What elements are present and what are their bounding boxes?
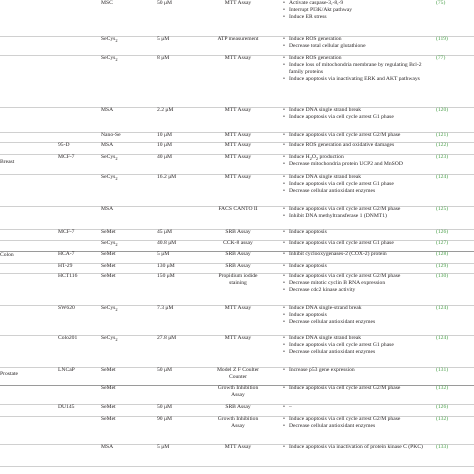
- concentration-cell: 50 μM: [157, 367, 172, 373]
- effect-cell: [283, 154, 433, 168]
- concentration-cell: 5 μM: [157, 251, 170, 257]
- compound-cell: SeCys$_2$: [101, 36, 118, 44]
- cancer-type-cell: Prostate: [0, 371, 19, 377]
- compound-cell: SeMet: [101, 251, 116, 257]
- effect-cell: [283, 367, 433, 374]
- assay-cell: [207, 142, 269, 149]
- assay-cell: [207, 107, 269, 114]
- concentration-cell: 2.2 μM: [157, 107, 174, 113]
- effect-item: • Induce apoptosis via inactivating ERK and AKT pathways: [283, 76, 433, 83]
- table-row: [0, 444, 474, 467]
- table-row: [0, 367, 474, 386]
- reference-link[interactable]: (132): [436, 385, 449, 391]
- effect-cell: [283, 335, 433, 356]
- effect-cell: [283, 206, 433, 220]
- assay-cell: [207, 444, 269, 451]
- table-row: [0, 174, 474, 207]
- concentration-cell: 50 μM: [157, 404, 172, 410]
- assay-line: MTT Assay: [224, 335, 252, 341]
- effect-item: • Induce ROS generation: [283, 55, 433, 62]
- assay-cell: [207, 36, 269, 43]
- effect-cell: [283, 416, 433, 430]
- assay-cell: [207, 206, 269, 213]
- cell-line-cell: MCF-7: [58, 229, 75, 235]
- compound-cell: SeCys$_2$: [101, 335, 118, 343]
- assay-cell: [207, 404, 269, 411]
- effect-item: • Induce apoptosis via cell cycle arrest G1 phase: [283, 114, 433, 121]
- concentration-cell: 8 μM: [157, 55, 170, 61]
- compound-cell: SeMet: [101, 263, 116, 269]
- compound-cell: SeCys$_2$: [101, 240, 118, 248]
- assay-cell: [207, 416, 269, 430]
- effect-item: • Induce apoptosis via inactivation of protein kinase C (PKC): [283, 444, 433, 451]
- assay-line: MTT Assay: [224, 0, 252, 6]
- concentration-cell: 7.3 μM: [157, 305, 174, 311]
- effect-item: • Increase p53 gene expression: [283, 367, 433, 374]
- effect-cell: [283, 251, 433, 258]
- effect-item: • Induce DNA single strand break: [283, 174, 433, 181]
- cancer-type-cell: Breast: [0, 159, 15, 165]
- reference-link[interactable]: (128): [436, 251, 449, 257]
- reference-link[interactable]: (119): [436, 36, 448, 42]
- effect-cell: [283, 240, 433, 247]
- compound-cell: SeMet: [101, 416, 116, 422]
- assay-line: Growth Inhibition: [217, 385, 259, 391]
- assay-line: SRB Assay: [225, 229, 251, 235]
- effect-cell: [283, 142, 433, 149]
- effect-item: • Decrease mitochondria protein UCP2 and MnSOD: [283, 161, 433, 168]
- assay-cell: [207, 174, 269, 181]
- table-row: [0, 206, 474, 230]
- effect-cell: [283, 385, 433, 392]
- reference-link[interactable]: (123): [436, 154, 449, 160]
- effect-item: • Induce apoptosis via cell cycle arrest G1 phase: [283, 240, 433, 247]
- assay-line: MTT Assay: [224, 444, 252, 450]
- assay-cell: [207, 273, 269, 287]
- assay-line: MTT Assay: [224, 174, 252, 180]
- compound-cell: Nano-Se: [101, 132, 121, 138]
- effect-item: • Induce $H_2O_2$ production: [283, 154, 433, 161]
- effect-item: • Induce apoptosis: [283, 263, 433, 270]
- effect-cell: [283, 0, 433, 21]
- concentration-cell: 45 μM: [157, 229, 172, 235]
- compound-cell: SeCys$_2$: [101, 55, 118, 63]
- effect-cell: [283, 36, 433, 50]
- assay-line: ATP measurement: [217, 36, 259, 42]
- effect-item: • Induce ROS generation: [283, 36, 433, 43]
- effect-item: • Induce ROS generation and oxidative damages: [283, 142, 433, 149]
- compound-cell: MSA: [101, 107, 114, 113]
- compound-cell: SeMet: [101, 385, 116, 391]
- assay-line: SRB Assay: [225, 251, 251, 257]
- concentration-cell: 10 μM: [157, 142, 172, 148]
- effect-item: • Induce apoptosis via cell cycle arrest G1 phase: [283, 342, 433, 349]
- assay-cell: [207, 251, 269, 258]
- concentration-cell: 150 μM: [157, 273, 175, 279]
- assay-line: Counter: [228, 374, 248, 380]
- cell-line-cell: MCF-7: [58, 154, 75, 160]
- concentration-cell: 130 μM: [157, 263, 175, 269]
- assay-cell: [207, 229, 269, 236]
- table-row: [0, 0, 474, 37]
- effect-item: • Induce apoptosis via cell cycle arrest G2/M phase: [283, 206, 433, 213]
- compound-cell: SeCys$_2$: [101, 174, 118, 182]
- compound-cell: SeMet: [101, 367, 116, 373]
- assay-cell: [207, 55, 269, 62]
- cell-line-cell: HCA-7: [58, 251, 75, 257]
- effect-cell: [283, 174, 433, 195]
- concentration-cell: 40.8 μM: [157, 240, 177, 246]
- assay-line: SRB Assay: [225, 404, 251, 410]
- assay-line: Model Z F Coulter: [216, 367, 260, 373]
- concentration-cell: 5 μM: [157, 444, 170, 450]
- effect-cell: [283, 107, 433, 121]
- reference-link[interactable]: (124): [436, 335, 449, 341]
- compound-cell: MSC: [101, 0, 113, 6]
- reference-link[interactable]: (122): [436, 142, 449, 148]
- assay-line: MTT Assay: [224, 154, 252, 160]
- assay-cell: [207, 385, 269, 399]
- assay-cell: [207, 132, 269, 139]
- cell-line-cell: DU145: [58, 404, 75, 410]
- table-row: [0, 416, 474, 445]
- effect-item: • Induce apoptosis: [283, 312, 433, 319]
- reference-link[interactable]: (124): [436, 174, 449, 180]
- effect-cell: [283, 404, 433, 411]
- effect-item: • Decrease total cellular glutathione: [283, 43, 433, 50]
- assay-cell: [207, 263, 269, 270]
- compound-cell: SeMet: [101, 229, 116, 235]
- effect-item: • Induce apoptosis via cell cycle arrest G1 phase: [283, 181, 433, 188]
- compound-cell: MSA: [101, 206, 114, 212]
- concentration-cell: 16.2 μM: [157, 174, 177, 180]
- concentration-cell: 40 μM: [157, 154, 172, 160]
- reference-link[interactable]: (124): [436, 305, 449, 311]
- cell-line-cell: SW620: [58, 305, 75, 311]
- effect-item: • Activate caspase-3,-8,-9: [283, 0, 433, 7]
- assay-line: staining: [229, 280, 247, 286]
- assay-cell: [207, 0, 269, 7]
- table-row: [0, 335, 474, 368]
- cell-line-cell: Colo201: [58, 335, 78, 341]
- table-row: [0, 305, 474, 336]
- reference-link[interactable]: (127): [436, 240, 449, 246]
- effect-cell: [283, 229, 433, 236]
- effect-item: • Induce apoptosis via cell cycle arrest G2/M phase: [283, 273, 433, 280]
- table-row: [0, 55, 474, 108]
- effect-item: • Induce loss of mitochondria membrane by regulating Bcl-2 family proteins: [283, 62, 433, 76]
- compound-cell: SeCys$_2$: [101, 305, 118, 313]
- compound-cell: SeCys$_2$: [101, 154, 118, 162]
- effect-item: • Induce DNA single strand break: [283, 335, 433, 342]
- reference-link[interactable]: (120): [436, 107, 449, 113]
- cell-line-cell: HT-29: [58, 263, 73, 269]
- compound-cell: MSA: [101, 142, 114, 148]
- effect-item: • Decrease mitotic cyclin B RNA expression: [283, 280, 433, 287]
- effect-cell: [283, 55, 433, 83]
- effect-cell: [283, 273, 433, 294]
- assay-line: MTT Assay: [224, 142, 252, 148]
- effect-item: • Inhibit DNA methyltransferase 1 (DNMT1): [283, 213, 433, 220]
- assay-line: Assay: [231, 392, 245, 398]
- reference-link[interactable]: (132): [436, 416, 449, 422]
- reference-link[interactable]: (121): [436, 132, 449, 138]
- assay-line: Assay: [231, 423, 245, 429]
- table-row: [0, 273, 474, 306]
- assay-line: MTT Assay: [224, 132, 252, 138]
- effect-item: • Induce DNA single-strand break: [283, 305, 433, 312]
- effect-item: • Induce apoptosis via cell cycle arrest G2/M phase: [283, 416, 433, 423]
- compound-cell: SeMet: [101, 404, 116, 410]
- table-row: [0, 385, 474, 405]
- reference-link[interactable]: (130): [436, 273, 449, 279]
- effect-item: • Induce ER stress: [283, 14, 433, 21]
- assay-line: Propidium iodide: [218, 273, 258, 279]
- assay-line: MTT Assay: [224, 107, 252, 113]
- effect-cell: [283, 305, 433, 326]
- table-row: [0, 36, 474, 56]
- effect-item: • –: [283, 404, 433, 411]
- assay-cell: [207, 305, 269, 312]
- reference-link[interactable]: (77): [436, 55, 446, 61]
- concentration-cell: 5 μM: [157, 36, 170, 42]
- effect-item: • Induce apoptosis via cell cycle arrest G2/M phase: [283, 132, 433, 139]
- effect-cell: [283, 132, 433, 139]
- effect-cell: [283, 263, 433, 270]
- reference-link[interactable]: (75): [436, 0, 446, 6]
- effect-item: • Induce apoptosis: [283, 229, 433, 236]
- effect-item: • Decrease cellular antioxidant enzymes: [283, 188, 433, 195]
- assay-line: MTT Assay: [224, 305, 252, 311]
- effect-item: • Induce DNA single strand break: [283, 107, 433, 114]
- compound-cell: SeMet: [101, 273, 116, 279]
- concentration-cell: 27.8 μM: [157, 335, 177, 341]
- cell-line-cell: LNCaP: [58, 367, 75, 373]
- effect-item: • Decrease cellular antioxidant enzymes: [283, 349, 433, 356]
- assay-line: SRB Assay: [225, 263, 251, 269]
- assay-line: FACS CANTO II: [218, 206, 258, 212]
- reference-link[interactable]: (131): [436, 367, 449, 373]
- assay-line: Growth Inhibition: [217, 416, 259, 422]
- assay-line: MTT Assay: [224, 55, 252, 61]
- concentration-cell: 50 μM: [157, 0, 172, 6]
- concentration-cell: 10 μM: [157, 132, 172, 138]
- cell-line-cell: 95-D: [58, 142, 70, 148]
- effect-item: • Decrease cellular antioxidant enzymes: [283, 423, 433, 430]
- table-row: [0, 154, 474, 175]
- assay-cell: [207, 367, 269, 381]
- cancer-type-cell: Colon: [0, 252, 14, 258]
- effect-item: • Decrease cdc2 kinase activity: [283, 287, 433, 294]
- reference-link[interactable]: (133): [436, 444, 449, 450]
- assay-cell: [207, 154, 269, 161]
- effect-item: • Induce apoptosis via cell cycle arrest G2/M phase: [283, 385, 433, 392]
- reference-link[interactable]: (126): [436, 404, 449, 410]
- reference-link[interactable]: (129): [436, 263, 449, 269]
- reference-link[interactable]: (125): [436, 206, 449, 212]
- concentration-cell: 90 μM: [157, 416, 172, 422]
- reference-link[interactable]: (126): [436, 229, 449, 235]
- effect-item: • Interrupt PI3K/Akt pathway: [283, 7, 433, 14]
- cell-line-cell: HCT116: [58, 273, 78, 279]
- effect-cell: [283, 444, 433, 451]
- assay-cell: [207, 240, 269, 247]
- assay-cell: [207, 335, 269, 342]
- compound-cell: MSA: [101, 444, 114, 450]
- assay-line: CCK-8 assay: [223, 240, 253, 246]
- table-row: [0, 107, 474, 133]
- effect-item: • Inhibit cyclooxygenases-2 (COX-2) protein: [283, 251, 433, 258]
- effect-item: • Decrease cellular antioxidant enzymes: [283, 319, 433, 326]
